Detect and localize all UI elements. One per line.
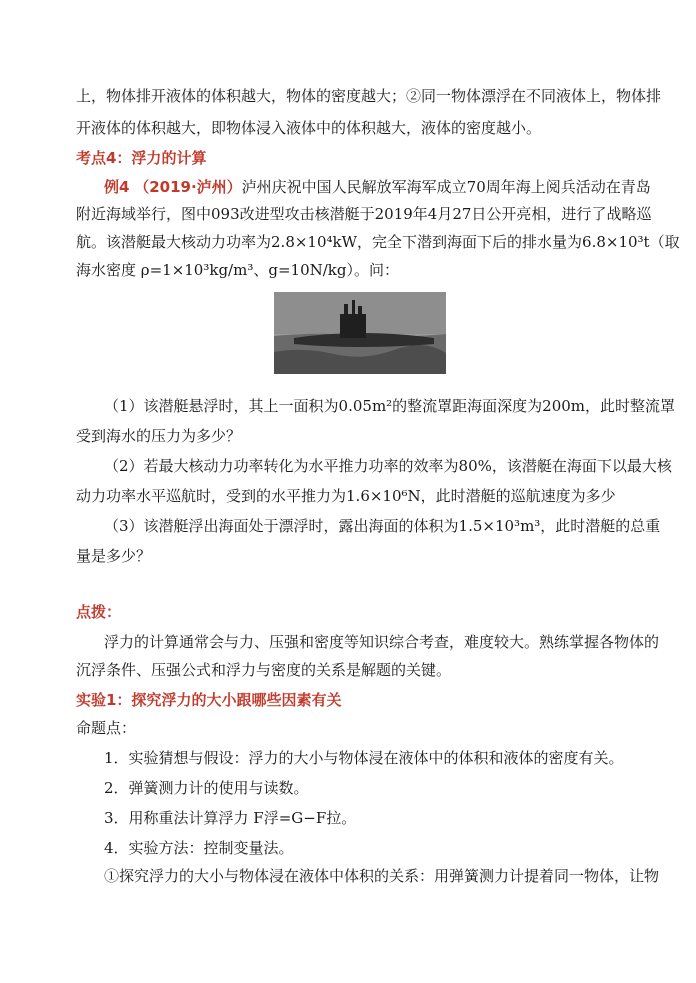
experiment-1-heading: 实验1：探究浮力的大小跟哪些因素有关 bbox=[76, 691, 342, 709]
item-2: 2．弹簧测力计的使用与读数。 bbox=[104, 779, 309, 797]
item-3: 3．用称重法计算浮力 F浮=G−F拉。 bbox=[104, 809, 357, 827]
example-line-3: 航。该潜艇最大核动力功率为2.8×10⁴kW，完全下潜到海面下后的排水量为6.8×10³t（取 bbox=[76, 233, 680, 251]
mingti-label: 命题点： bbox=[76, 719, 137, 737]
para-1-line-2: 开液体的体积越大，即物体浸入液体中的体积越大，液体的密度越小。 bbox=[76, 119, 542, 137]
question-2-line-2: 动力功率水平巡航时，受到的水平推力为1.6×10⁶N，此时潜艇的巡航速度为多少 bbox=[76, 487, 616, 505]
example-text-1: 泸州庆祝中国人民解放军海军成立70周年海上阅兵活动在青岛 bbox=[241, 178, 651, 196]
section-heading-kaodian4: 考点4：浮力的计算 bbox=[76, 149, 207, 167]
item-5: ①探究浮力的大小与物体浸在液体中体积的关系：用弹簧测力计提着同一物体，让物 bbox=[104, 867, 660, 885]
example-line-2: 附近海域举行，图中093改进型攻击核潜艇于2019年4月27日公开亮相，进行了战略巡 bbox=[76, 205, 652, 223]
dianbo-heading: 点拨： bbox=[76, 603, 122, 621]
dianbo-line-1: 浮力的计算通常会与力、压强和密度等知识综合考查，难度较大。熟练掌握各物体的 bbox=[104, 633, 660, 651]
question-1-line-2: 受到海水的压力为多少？ bbox=[76, 427, 242, 445]
example-line-1 bbox=[104, 176, 664, 198]
question-3-line-1: （3）该潜艇浮出海面处于漂浮时，露出海面的体积为1.5×10³m³，此时潜艇的总重 bbox=[104, 517, 661, 535]
example-line-4: 海水密度 ρ=1×10³kg/m³、g=10N/kg）。问： bbox=[76, 261, 399, 279]
question-2-line-1: （2）若最大核动力功率转化为水平推力功率的效率为80%，该潜艇在海面下以最大核 bbox=[104, 457, 672, 475]
item-4: 4．实验方法：控制变量法。 bbox=[104, 839, 294, 857]
example-source: （2019·泸州） bbox=[134, 178, 242, 196]
example-label: 例4 bbox=[104, 178, 130, 196]
dianbo-line-2: 沉浮条件、压强公式和浮力与密度的关系是解题的关键。 bbox=[76, 661, 452, 679]
question-3-line-2: 量是多少？ bbox=[76, 547, 152, 565]
question-1-line-1: （1）该潜艇悬浮时，其上一面积为0.05m²的整流罩距海面深度为200m，此时整流罩 bbox=[104, 397, 676, 415]
para-1-line-1: 上，物体排开液体的体积越大，物体的密度越大；②同一物体漂浮在不同液体上，物体排 bbox=[76, 87, 662, 105]
item-1: 1．实验猜想与假设：浮力的大小与物体浸在液体中的体积和液体的密度有关。 bbox=[104, 749, 624, 767]
submarine-photo bbox=[274, 292, 446, 374]
